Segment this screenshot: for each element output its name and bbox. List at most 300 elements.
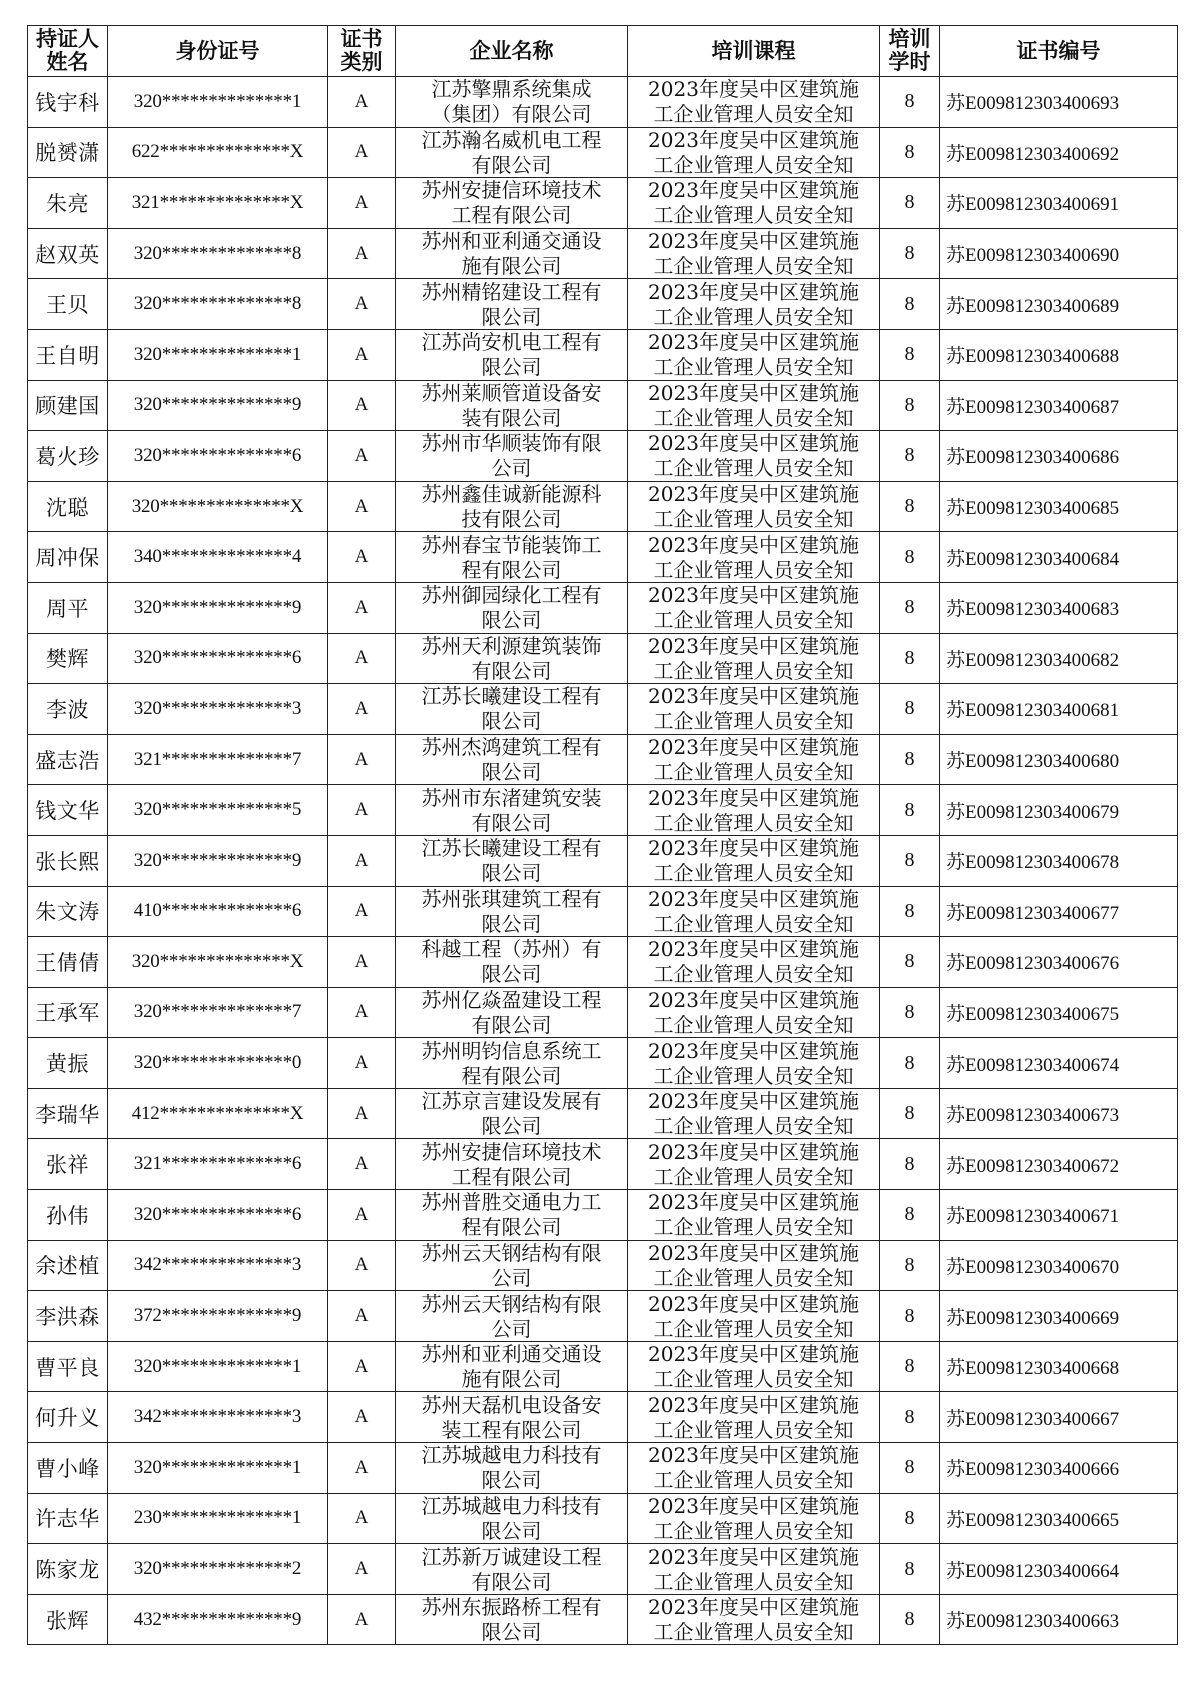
hours-cell: 8 xyxy=(880,329,940,380)
certificate-table xyxy=(27,25,1178,1645)
course-cell-line: 2023年度吴中区建筑施 xyxy=(648,886,859,911)
course-cell-line: 工企业管理人员安全知 xyxy=(653,861,854,886)
company-cell xyxy=(396,987,628,1038)
company-cell xyxy=(396,582,628,633)
company-cell-line: 苏州天磊机电设备安 xyxy=(421,1392,602,1417)
holder-name-cell: 周冲保 xyxy=(28,532,108,583)
course-cell-line: 工企业管理人员安全知 xyxy=(653,1012,854,1037)
course-cell-line: 工企业管理人员安全知 xyxy=(653,507,854,532)
company-cell xyxy=(396,1038,628,1089)
id-number-cell: 320**************X xyxy=(108,937,328,988)
holder-name-cell: 脱赟潇 xyxy=(28,127,108,178)
course-cell xyxy=(628,582,880,633)
table-row xyxy=(28,684,1178,735)
cert-category-cell: A xyxy=(328,1493,396,1544)
company-cell xyxy=(396,228,628,279)
cert-category-cell: A xyxy=(328,1038,396,1089)
company-cell-line: 苏州春宝节能装饰工 xyxy=(421,532,602,557)
table-header xyxy=(28,26,1178,77)
course-cell-line: 2023年度吴中区建筑施 xyxy=(648,178,859,203)
course-cell xyxy=(628,1240,880,1291)
cert-category-cell: A xyxy=(328,1594,396,1645)
header-cert-category-line1: 证书 xyxy=(340,27,383,51)
cert-category-cell: A xyxy=(328,532,396,583)
cert-number-cell: 苏E009812303400688 xyxy=(940,329,1178,380)
cert-category-cell: A xyxy=(328,127,396,178)
company-cell-line: 江苏新万诚建设工程 xyxy=(421,1544,602,1569)
course-cell xyxy=(628,127,880,178)
id-number-cell: 320**************7 xyxy=(108,987,328,1038)
table-row xyxy=(28,1240,1178,1291)
table-row xyxy=(28,1341,1178,1392)
company-cell xyxy=(396,1291,628,1342)
course-cell-line: 2023年度吴中区建筑施 xyxy=(648,1443,859,1468)
id-number-cell: 320**************5 xyxy=(108,785,328,836)
holder-name-cell: 许志华 xyxy=(28,1493,108,1544)
course-cell-line: 工企业管理人员安全知 xyxy=(653,152,854,177)
cert-number-cell: 苏E009812303400669 xyxy=(940,1291,1178,1342)
cert-category-cell: A xyxy=(328,987,396,1038)
holder-name-cell: 王倩倩 xyxy=(28,937,108,988)
table-row xyxy=(28,380,1178,431)
header-hours-line2: 学时 xyxy=(888,50,931,74)
company-cell-line: 苏州鑫佳诚新能源科 xyxy=(421,482,602,507)
course-cell-line: 2023年度吴中区建筑施 xyxy=(648,1038,859,1063)
company-cell-line: 苏州市华顺装饰有限 xyxy=(421,431,602,456)
course-cell-line: 工企业管理人员安全知 xyxy=(653,1316,854,1341)
course-cell xyxy=(628,633,880,684)
course-cell-line: 工企业管理人员安全知 xyxy=(653,1114,854,1139)
course-cell-line: 工企业管理人员安全知 xyxy=(653,608,854,633)
id-number-cell: 320**************9 xyxy=(108,582,328,633)
company-cell xyxy=(396,1088,628,1139)
cert-category-cell: A xyxy=(328,1190,396,1241)
company-cell-line: 工程有限公司 xyxy=(451,1164,572,1189)
hours-cell: 8 xyxy=(880,481,940,532)
company-cell-line: 江苏尚安机电工程有 xyxy=(421,330,602,355)
course-cell-line: 工企业管理人员安全知 xyxy=(653,911,854,936)
id-number-cell: 230**************1 xyxy=(108,1493,328,1544)
course-cell-line: 工企业管理人员安全知 xyxy=(653,1518,854,1543)
hours-cell: 8 xyxy=(880,987,940,1038)
company-cell xyxy=(396,77,628,128)
id-number-cell: 320**************9 xyxy=(108,380,328,431)
cert-number-cell: 苏E009812303400667 xyxy=(940,1392,1178,1443)
course-cell xyxy=(628,1088,880,1139)
holder-name-cell: 李洪森 xyxy=(28,1291,108,1342)
company-cell xyxy=(396,1443,628,1494)
course-cell-line: 2023年度吴中区建筑施 xyxy=(648,1240,859,1265)
holder-name-cell: 张辉 xyxy=(28,1594,108,1645)
course-cell-line: 2023年度吴中区建筑施 xyxy=(648,330,859,355)
cert-category-cell: A xyxy=(328,1291,396,1342)
table-row xyxy=(28,785,1178,836)
company-cell xyxy=(396,481,628,532)
holder-name-cell: 钱宇科 xyxy=(28,77,108,128)
id-number-cell: 320**************2 xyxy=(108,1544,328,1595)
holder-name-cell: 何升义 xyxy=(28,1392,108,1443)
table-row xyxy=(28,835,1178,886)
header-cert-category-line2: 类别 xyxy=(340,50,383,74)
company-cell xyxy=(396,1341,628,1392)
company-cell xyxy=(396,329,628,380)
table-row xyxy=(28,77,1178,128)
table-row xyxy=(28,582,1178,633)
cert-category-cell: A xyxy=(328,1341,396,1392)
company-cell xyxy=(396,886,628,937)
course-cell-line: 工企业管理人员安全知 xyxy=(653,810,854,835)
cert-category-cell: A xyxy=(328,937,396,988)
holder-name-cell: 张长熙 xyxy=(28,835,108,886)
course-cell-line: 2023年度吴中区建筑施 xyxy=(648,836,859,861)
table-row xyxy=(28,1392,1178,1443)
id-number-cell: 320**************1 xyxy=(108,329,328,380)
company-cell-line: （集团）有限公司 xyxy=(431,102,592,127)
company-cell-line: 苏州云天钢结构有限 xyxy=(421,1240,602,1265)
holder-name-cell: 黄振 xyxy=(28,1038,108,1089)
holder-name-cell: 李波 xyxy=(28,684,108,735)
course-cell-line: 工企业管理人员安全知 xyxy=(653,709,854,734)
table-row xyxy=(28,178,1178,229)
table-row xyxy=(28,1038,1178,1089)
course-cell xyxy=(628,1038,880,1089)
holder-name-cell: 盛志浩 xyxy=(28,734,108,785)
company-cell xyxy=(396,1544,628,1595)
cert-number-cell: 苏E009812303400693 xyxy=(940,77,1178,128)
company-cell-line: 江苏长曦建设工程有 xyxy=(421,836,602,861)
holder-name-cell: 葛火珍 xyxy=(28,431,108,482)
company-cell xyxy=(396,1139,628,1190)
company-cell-line: 施有限公司 xyxy=(461,254,562,279)
holder-name-cell: 曹平良 xyxy=(28,1341,108,1392)
cert-category-cell: A xyxy=(328,481,396,532)
id-number-cell: 320**************1 xyxy=(108,77,328,128)
company-cell xyxy=(396,684,628,735)
course-cell xyxy=(628,835,880,886)
id-number-cell: 410**************6 xyxy=(108,886,328,937)
course-cell-line: 2023年度吴中区建筑施 xyxy=(648,532,859,557)
company-cell-line: 有限公司 xyxy=(471,1569,552,1594)
hours-cell: 8 xyxy=(880,279,940,330)
id-number-cell: 320**************1 xyxy=(108,1443,328,1494)
hours-cell: 8 xyxy=(880,1139,940,1190)
course-cell-line: 2023年度吴中区建筑施 xyxy=(648,684,859,709)
hours-cell: 8 xyxy=(880,1291,940,1342)
holder-name-cell: 朱亮 xyxy=(28,178,108,229)
course-cell-line: 2023年度吴中区建筑施 xyxy=(648,380,859,405)
course-cell-line: 2023年度吴中区建筑施 xyxy=(648,1291,859,1316)
company-cell-line: 苏州天利源建筑装饰 xyxy=(421,633,602,658)
hours-cell: 8 xyxy=(880,1544,940,1595)
company-cell-line: 程有限公司 xyxy=(461,557,562,582)
header-company: 企业名称 xyxy=(396,26,628,77)
course-cell-line: 2023年度吴中区建筑施 xyxy=(648,482,859,507)
holder-name-cell: 王贝 xyxy=(28,279,108,330)
cert-number-cell: 苏E009812303400681 xyxy=(940,684,1178,735)
cert-number-cell: 苏E009812303400680 xyxy=(940,734,1178,785)
course-cell xyxy=(628,1594,880,1645)
course-cell xyxy=(628,1493,880,1544)
course-cell-line: 工企业管理人员安全知 xyxy=(653,557,854,582)
hours-cell: 8 xyxy=(880,734,940,785)
hours-cell: 8 xyxy=(880,1341,940,1392)
table-body xyxy=(28,77,1178,1645)
company-cell xyxy=(396,1493,628,1544)
id-number-cell: 320**************0 xyxy=(108,1038,328,1089)
company-cell-line: 苏州精铭建设工程有 xyxy=(421,279,602,304)
company-cell xyxy=(396,1392,628,1443)
company-cell xyxy=(396,734,628,785)
course-cell-line: 2023年度吴中区建筑施 xyxy=(648,785,859,810)
id-number-cell: 340**************4 xyxy=(108,532,328,583)
company-cell-line: 限公司 xyxy=(481,760,542,785)
id-number-cell: 320**************6 xyxy=(108,633,328,684)
header-holder-name xyxy=(28,26,108,77)
company-cell-line: 科越工程（苏州）有 xyxy=(421,937,602,962)
table-row xyxy=(28,532,1178,583)
table-row xyxy=(28,1291,1178,1342)
course-cell-line: 工企业管理人员安全知 xyxy=(653,304,854,329)
company-cell-line: 江苏城越电力科技有 xyxy=(421,1493,602,1518)
hours-cell: 8 xyxy=(880,1190,940,1241)
course-cell-line: 2023年度吴中区建筑施 xyxy=(648,1544,859,1569)
table-row xyxy=(28,1594,1178,1645)
company-cell-line: 苏州张琪建筑工程有 xyxy=(421,886,602,911)
cert-category-cell: A xyxy=(328,228,396,279)
table-row xyxy=(28,633,1178,684)
cert-number-cell: 苏E009812303400689 xyxy=(940,279,1178,330)
table-row xyxy=(28,127,1178,178)
id-number-cell: 320**************X xyxy=(108,481,328,532)
table-row xyxy=(28,1544,1178,1595)
holder-name-cell: 钱文华 xyxy=(28,785,108,836)
hours-cell: 8 xyxy=(880,380,940,431)
company-cell-line: 程有限公司 xyxy=(461,1215,562,1240)
id-number-cell: 412**************X xyxy=(108,1088,328,1139)
company-cell-line: 限公司 xyxy=(481,355,542,380)
company-cell-line: 公司 xyxy=(491,1316,532,1341)
hours-cell: 8 xyxy=(880,1088,940,1139)
holder-name-cell: 孙伟 xyxy=(28,1190,108,1241)
company-cell-line: 有限公司 xyxy=(471,1012,552,1037)
cert-number-cell: 苏E009812303400684 xyxy=(940,532,1178,583)
company-cell xyxy=(396,380,628,431)
cert-number-cell: 苏E009812303400668 xyxy=(940,1341,1178,1392)
cert-number-cell: 苏E009812303400664 xyxy=(940,1544,1178,1595)
cert-category-cell: A xyxy=(328,684,396,735)
table-row xyxy=(28,228,1178,279)
course-cell xyxy=(628,481,880,532)
company-cell-line: 苏州普胜交通电力工 xyxy=(421,1190,602,1215)
cert-number-cell: 苏E009812303400685 xyxy=(940,481,1178,532)
cert-category-cell: A xyxy=(328,582,396,633)
table-row xyxy=(28,1088,1178,1139)
company-cell-line: 苏州云天钢结构有限 xyxy=(421,1291,602,1316)
company-cell xyxy=(396,633,628,684)
holder-name-cell: 周平 xyxy=(28,582,108,633)
header-cert-number: 证书编号 xyxy=(940,26,1178,77)
company-cell xyxy=(396,279,628,330)
holder-name-cell: 顾建国 xyxy=(28,380,108,431)
company-cell-line: 苏州和亚利通交通设 xyxy=(421,229,602,254)
cert-number-cell: 苏E009812303400679 xyxy=(940,785,1178,836)
course-cell-line: 工企业管理人员安全知 xyxy=(653,355,854,380)
hours-cell: 8 xyxy=(880,431,940,482)
table-row xyxy=(28,431,1178,482)
hours-cell: 8 xyxy=(880,1443,940,1494)
hours-cell: 8 xyxy=(880,1594,940,1645)
certificate-list-sheet xyxy=(27,25,1177,1645)
header-hours xyxy=(880,26,940,77)
course-cell-line: 工企业管理人员安全知 xyxy=(653,962,854,987)
course-cell-line: 工企业管理人员安全知 xyxy=(653,1265,854,1290)
cert-number-cell: 苏E009812303400687 xyxy=(940,380,1178,431)
cert-category-cell: A xyxy=(328,178,396,229)
course-cell xyxy=(628,1392,880,1443)
course-cell-line: 2023年度吴中区建筑施 xyxy=(648,1493,859,1518)
cert-number-cell: 苏E009812303400692 xyxy=(940,127,1178,178)
course-cell-line: 工企业管理人员安全知 xyxy=(653,1468,854,1493)
company-cell-line: 苏州亿焱盈建设工程 xyxy=(421,987,602,1012)
cert-category-cell: A xyxy=(328,431,396,482)
company-cell-line: 公司 xyxy=(491,456,532,481)
id-number-cell: 320**************6 xyxy=(108,431,328,482)
course-cell-line: 2023年度吴中区建筑施 xyxy=(648,279,859,304)
cert-category-cell: A xyxy=(328,785,396,836)
hours-cell: 8 xyxy=(880,1493,940,1544)
hours-cell: 8 xyxy=(880,937,940,988)
cert-number-cell: 苏E009812303400670 xyxy=(940,1240,1178,1291)
holder-name-cell: 沈聪 xyxy=(28,481,108,532)
hours-cell: 8 xyxy=(880,127,940,178)
course-cell-line: 工企业管理人员安全知 xyxy=(653,456,854,481)
id-number-cell: 342**************3 xyxy=(108,1240,328,1291)
cert-number-cell: 苏E009812303400663 xyxy=(940,1594,1178,1645)
company-cell-line: 装工程有限公司 xyxy=(441,1417,582,1442)
company-cell-line: 苏州市东渚建筑安装 xyxy=(421,785,602,810)
course-cell-line: 工企业管理人员安全知 xyxy=(653,1569,854,1594)
cert-number-cell: 苏E009812303400677 xyxy=(940,886,1178,937)
table-row xyxy=(28,329,1178,380)
table-row xyxy=(28,987,1178,1038)
cert-number-cell: 苏E009812303400686 xyxy=(940,431,1178,482)
course-cell-line: 2023年度吴中区建筑施 xyxy=(648,431,859,456)
id-number-cell: 321**************7 xyxy=(108,734,328,785)
company-cell-line: 江苏京言建设发展有 xyxy=(421,1089,602,1114)
course-cell xyxy=(628,1341,880,1392)
course-cell-line: 2023年度吴中区建筑施 xyxy=(648,1595,859,1620)
course-cell-line: 2023年度吴中区建筑施 xyxy=(648,1342,859,1367)
cert-category-cell: A xyxy=(328,329,396,380)
holder-name-cell: 王自明 xyxy=(28,329,108,380)
company-cell xyxy=(396,937,628,988)
cert-category-cell: A xyxy=(328,279,396,330)
course-cell xyxy=(628,532,880,583)
id-number-cell: 372**************9 xyxy=(108,1291,328,1342)
table-row xyxy=(28,279,1178,330)
cert-category-cell: A xyxy=(328,380,396,431)
course-cell xyxy=(628,684,880,735)
course-cell-line: 2023年度吴中区建筑施 xyxy=(648,937,859,962)
cert-category-cell: A xyxy=(328,1392,396,1443)
holder-name-cell: 赵双英 xyxy=(28,228,108,279)
course-cell-line: 2023年度吴中区建筑施 xyxy=(648,1089,859,1114)
table-row xyxy=(28,886,1178,937)
course-cell-line: 工企业管理人员安全知 xyxy=(653,658,854,683)
hours-cell: 8 xyxy=(880,633,940,684)
course-cell xyxy=(628,1139,880,1190)
hours-cell: 8 xyxy=(880,178,940,229)
hours-cell: 8 xyxy=(880,1240,940,1291)
header-hours-line1: 培训 xyxy=(888,27,931,51)
course-cell xyxy=(628,937,880,988)
course-cell-line: 2023年度吴中区建筑施 xyxy=(648,633,859,658)
hours-cell: 8 xyxy=(880,532,940,583)
cert-number-cell: 苏E009812303400675 xyxy=(940,987,1178,1038)
course-cell-line: 2023年度吴中区建筑施 xyxy=(648,77,859,102)
company-cell-line: 苏州安捷信环境技术 xyxy=(421,178,602,203)
company-cell-line: 苏州和亚利通交通设 xyxy=(421,1342,602,1367)
holder-name-cell: 陈家龙 xyxy=(28,1544,108,1595)
company-cell-line: 苏州明钧信息系统工 xyxy=(421,1038,602,1063)
course-cell-line: 工企业管理人员安全知 xyxy=(653,102,854,127)
cert-category-cell: A xyxy=(328,886,396,937)
id-number-cell: 342**************3 xyxy=(108,1392,328,1443)
header-cert-category xyxy=(328,26,396,77)
cert-category-cell: A xyxy=(328,1139,396,1190)
header-holder-name-line1: 持证人 xyxy=(36,27,99,51)
table-row xyxy=(28,1443,1178,1494)
course-cell-line: 工企业管理人员安全知 xyxy=(653,1417,854,1442)
course-cell xyxy=(628,77,880,128)
holder-name-cell: 王承军 xyxy=(28,987,108,1038)
table-row xyxy=(28,734,1178,785)
hours-cell: 8 xyxy=(880,1038,940,1089)
course-cell xyxy=(628,228,880,279)
company-cell xyxy=(396,1594,628,1645)
cert-number-cell: 苏E009812303400672 xyxy=(940,1139,1178,1190)
company-cell-line: 限公司 xyxy=(481,1114,542,1139)
company-cell-line: 限公司 xyxy=(481,1468,542,1493)
company-cell xyxy=(396,178,628,229)
course-cell xyxy=(628,279,880,330)
table-row xyxy=(28,937,1178,988)
hours-cell: 8 xyxy=(880,77,940,128)
company-cell-line: 工程有限公司 xyxy=(451,203,572,228)
table-row xyxy=(28,1493,1178,1544)
company-cell-line: 有限公司 xyxy=(471,658,552,683)
company-cell-line: 限公司 xyxy=(481,962,542,987)
hours-cell: 8 xyxy=(880,1392,940,1443)
cert-number-cell: 苏E009812303400676 xyxy=(940,937,1178,988)
table-row xyxy=(28,1139,1178,1190)
course-cell xyxy=(628,886,880,937)
hours-cell: 8 xyxy=(880,582,940,633)
company-cell-line: 装有限公司 xyxy=(461,405,562,430)
course-cell-line: 2023年度吴中区建筑施 xyxy=(648,1392,859,1417)
course-cell-line: 工企业管理人员安全知 xyxy=(653,1063,854,1088)
course-cell-line: 工企业管理人员安全知 xyxy=(653,203,854,228)
course-cell xyxy=(628,178,880,229)
company-cell-line: 有限公司 xyxy=(471,810,552,835)
id-number-cell: 320**************1 xyxy=(108,1341,328,1392)
cert-category-cell: A xyxy=(328,633,396,684)
company-cell-line: 江苏长曦建设工程有 xyxy=(421,684,602,709)
company-cell-line: 公司 xyxy=(491,1265,532,1290)
header-row xyxy=(28,26,1178,77)
course-cell xyxy=(628,380,880,431)
holder-name-cell: 李瑞华 xyxy=(28,1088,108,1139)
